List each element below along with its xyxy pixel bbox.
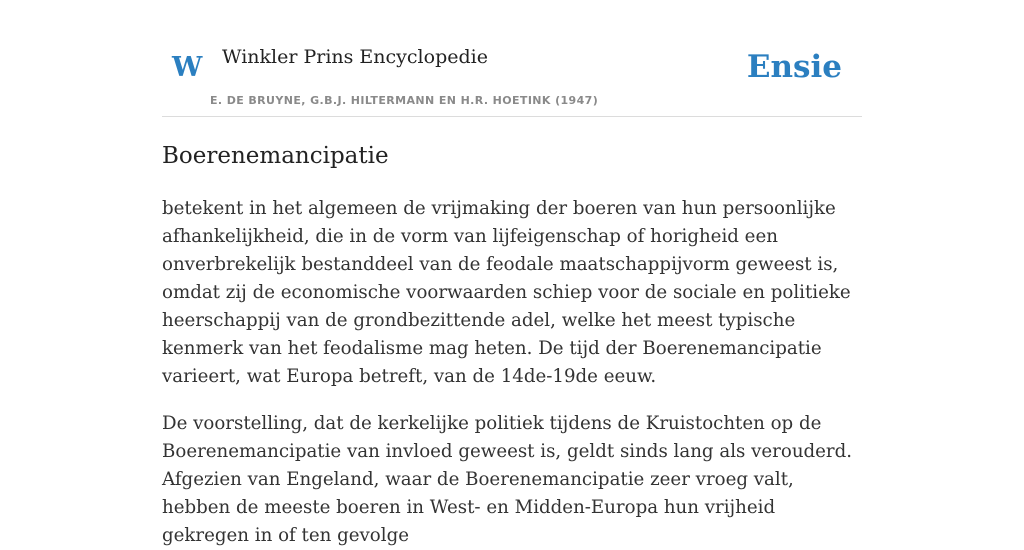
- entry-title: Boerenemancipatie: [162, 143, 389, 169]
- source-authors: E. DE BRUYNE, G.B.J. HILTERMANN EN H.R. HOETINK (1947): [210, 94, 599, 107]
- entry-paragraph-1: betekent in het algemeen de vrijmaking der boeren van hun persoonlijke afhankelijkheid, die in de vorm van lijfeigenschap of horigheid een onverbrekelijk bestanddeel van de feodale maatschappijvorm geweest is, omdat zij de economische voorwaarden schiep voor de sociale en politieke heerschappij van de grondbezittende adel, welke het meest typische kenmerk van het feodalisme mag heten. De tijd der Boerenemancipatie varieert, wat Europa betreft, van de 14de-19de eeuw.: [162, 197, 851, 387]
- entry-paragraph-2: De voorstelling, dat de kerkelijke politiek tijdens de Kruistochten op de Boerenemancipatie van invloed geweest is, geldt sinds lang als verouderd. Afgezien van Engeland, waar de Boerenemancipatie zeer vroeg valt, hebben de meeste boeren in West- en Midden-Europa hun vrijheid gekregen in of ten gevolge: [162, 412, 853, 546]
- source-title[interactable]: Winkler Prins Encyclopedie: [222, 46, 488, 68]
- source-logo: W: [172, 52, 203, 83]
- ensie-logo-link[interactable]: Ensie: [746, 49, 842, 85]
- page: [162, 0, 862, 550]
- source-header: [162, 0, 862, 117]
